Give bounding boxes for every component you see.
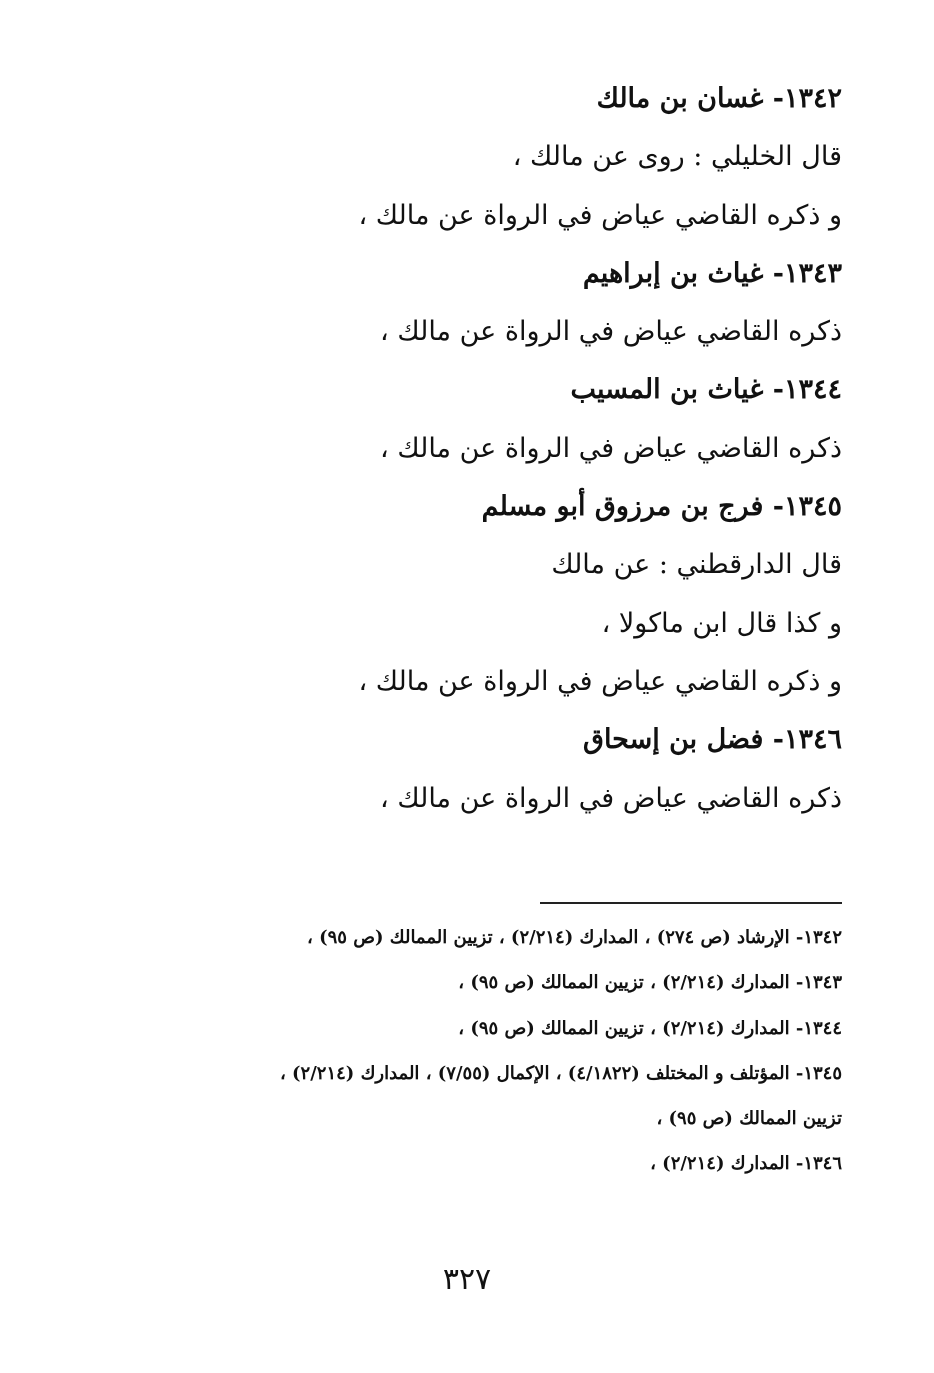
entry-heading-1346: ١٣٤٦- فضل بن إسحاق: [583, 724, 842, 756]
footnote-line: ١٣٤٥- المؤتلف و المختلف (٤/١٨٢٢) ، الإكمال (٧/٥٥) ، المدارك (٢/٢١٤) ،: [279, 1062, 842, 1084]
footnote-line: ١٣٤٦- المدارك (٢/٢١٤) ،: [650, 1153, 842, 1175]
page-number: ٣٢٧: [442, 1262, 492, 1297]
entry-heading-1342: ١٣٤٢- غسان بن مالك: [596, 83, 842, 114]
entry-heading-1343: ١٣٤٣- غياث بن إبراهيم: [582, 257, 842, 289]
footnote-line: تزيين الممالك (ص ٩٥) ،: [656, 1108, 842, 1130]
entry-heading-1345: ١٣٤٥- فرج بن مرزوق أبو مسلم: [481, 491, 842, 523]
footnote-line: ١٣٤٢- الإرشاد (ص ٢٧٤) ، المدارك (٢/٢١٤) ، تزيين الممالك (ص ٩٥) ،: [307, 927, 842, 948]
body-line: ذكره القاضي عياض في الرواة عن مالك ،: [380, 782, 842, 814]
body-line: قال الخليلي : روى عن مالك ،: [512, 141, 842, 173]
main-text: [358, 70, 842, 828]
body-line: و كذا قال ابن ماكولا ،: [601, 607, 842, 639]
footnote-line: ١٣٤٣- المدارك (٢/٢١٤) ، تزيين الممالك (ص ٩٥) ،: [458, 972, 842, 994]
body-line: ذكره القاضي عياض في الرواة عن مالك ،: [380, 316, 842, 348]
entry-heading-1344: ١٣٤٤- غياث بن المسيب: [570, 374, 842, 406]
body-line: و ذكره القاضي عياض في الرواة عن مالك ،: [358, 199, 842, 231]
body-line: ذكره القاضي عياض في الرواة عن مالك ،: [380, 432, 842, 464]
footnotes: [82, 915, 842, 1187]
body-line: قال الدارقطني : عن مالك: [551, 549, 842, 581]
body-line: و ذكره القاضي عياض في الرواة عن مالك ،: [358, 665, 842, 697]
footnote-divider: [540, 902, 842, 904]
footnote-line: ١٣٤٤- المدارك (٢/٢١٤) ، تزيين الممالك (ص ٩٥) ،: [458, 1017, 842, 1039]
